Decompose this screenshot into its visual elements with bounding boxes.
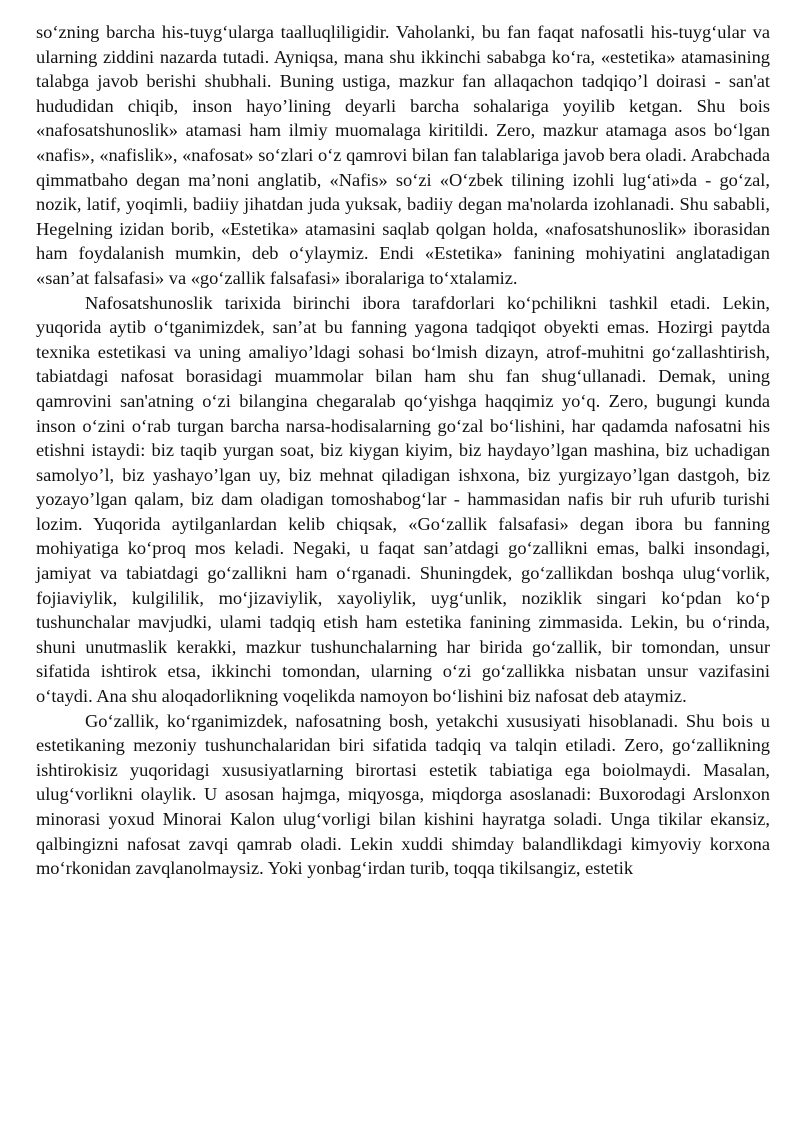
paragraph-san-at-falsafasi: Nafosatshunoslik tarixida birinchi ibora tarafdorlari ko‘pchilikni tashkil etadi. Lekin, yuqorida aytib o‘tganimizdek, san’at bu fanning yagona tadqiqot obyekti emas. Hozirgi paytda texnika estetikasi va uning amaliyo’ldagi sohasi bo‘lmish dizayn, atrof-muhitni go‘zallashtirish, tabiatdagi nafosat borasidagi muammolar bilan ham shu fan shug‘ullanadi. Demak, uning qamrovini san'atning o‘zi bilangina chegaralab qo‘yishga haqqimiz yo‘q. Zero, bugungi kunda inson o‘zini o‘rab turgan barcha narsa-hodisalarning go‘zal bo‘lishini, har qadamda nafosatni his etishni istaydi: biz taqib yurgan soat, biz kiygan kiyim, biz haydayo’lgan mashina, biz uchadigan samolyo’l, biz yashayo’lgan uy, biz mehnat qiladigan ishxona, biz yurgizayo’lgan dastgoh, biz yozayo’lgan qalam, biz dam oladigan tomoshabog‘lar - hammasidan nafis bir ruh ufurib turishi lozim. Yuqorida aytilganlardan kelib chiqsak, «Go‘zallik falsafasi» degan ibora bu fanning mohiyatiga ko‘proq mos keladi. Negaki, u faqat san’atdagi go‘zallikni emas, balki insondagi, jamiyat va tabiatdagi go‘zallikni ham o‘rganadi. Shuningdek, go‘zallikdan boshqa ulug‘vorlik, fojiaviylik, kulgililik, mo‘jizaviylik, xayoliylik, uyg‘unlik, noziklik singari ko‘pdan ko‘p tushunchalar mavjudki, ulami tadqiq etish ham estetika fanining zimmasida. Lekin, bu o‘rinda, shuni unutmaslik kerakki, mazkur tushunchalarning har birida go‘zallik, bir tomondan, unsur sifatida ishtirok etsa, ikkinchi tomondan, ularning o‘zi go‘zallikka nisbatan unsur vazifasini o‘taydi. Ana shu aloqadorlikning voqelikda namoyon bo‘lishini biz nafosat deb ataymiz. bbox=[36, 292, 770, 707]
paragraph-gozallik: Go‘zallik, ko‘rganimizdek, nafosatning bosh, yetakchi xususiyati hisoblanadi. Shu bois u estetikaning mezoniy tushunchalaridan biri sifatida tadqiq va talqin etiladi. Zero, go‘zallikning ishtirokisiz yuqoridagi xususiyatlarning birortasi estetik tabiatiga ega boiolmaydi. Masalan, ulug‘vorlikni olaylik. U asosan hajmga, miqyosga, miqdorga asoslanadi: Buxorodagi Arslonxon minorasi yoxud Minorai Kalon ulug‘vorligi bilan kishini hayratga soladi. Unga tikilar ekansiz, qalbingizni nafosat zavqi qamrab oladi. Lekin xuddi shimday balandlikdagi kimyoviy korxona mo‘rkonidan zavqlanolmaysiz. Yoki yonbag‘irdan turib, toqqa tikilsangiz, estetik bbox=[36, 710, 770, 879]
paragraph-continued: so‘zning barcha his-tuyg‘ularga taalluqliligidir. Vaholanki, bu fan faqat nafosatli his-tuyg‘ular va ularning ziddini nazarda tutadi. Ayniqsa, mana shu ikkinchi sababga ko‘ra, «estetika» atamasining talabga javob berishi shubhali. Buning ustiga, mazkur fan allaqachon tadqiqo’l doirasi - san'at hududidan chiqib, inson hayo’lining deyarli barcha sohalariga yoyilib ketgan. Shu bois «nafosatshunoslik» atamasi ham ilmiy muomalaga kiritildi. Zero, mazkur atamaga asos bo‘lgan «nafis», «nafislik», «nafosat» so‘zlari o‘z qamrovi bilan fan talablariga javob bera oladi. Arabchada qimmatbaho degan ma’noni anglatib, «Nafis» so‘zi «O‘zbek tilining izohli lug‘ati»da - go‘zal, nozik, latif, yoqimli, badiiy jihatdan juda yuksak, badiiy degan ma'nolarda izohlanadi. Shu sababli, Hegelning izidan borib, «Estetika» atamasini saqlab qolgan holda, «nafosatshunoslik» iborasidan ham foydalanish mumkin, deb o‘ylaymiz. Endi «Estetika» fanining mohiyatini anglatadigan «san’at falsafasi» va «go‘zallik falsafasi» iboralariga to‘xtalamiz. bbox=[36, 22, 770, 288]
document-page bbox=[36, 20, 770, 881]
